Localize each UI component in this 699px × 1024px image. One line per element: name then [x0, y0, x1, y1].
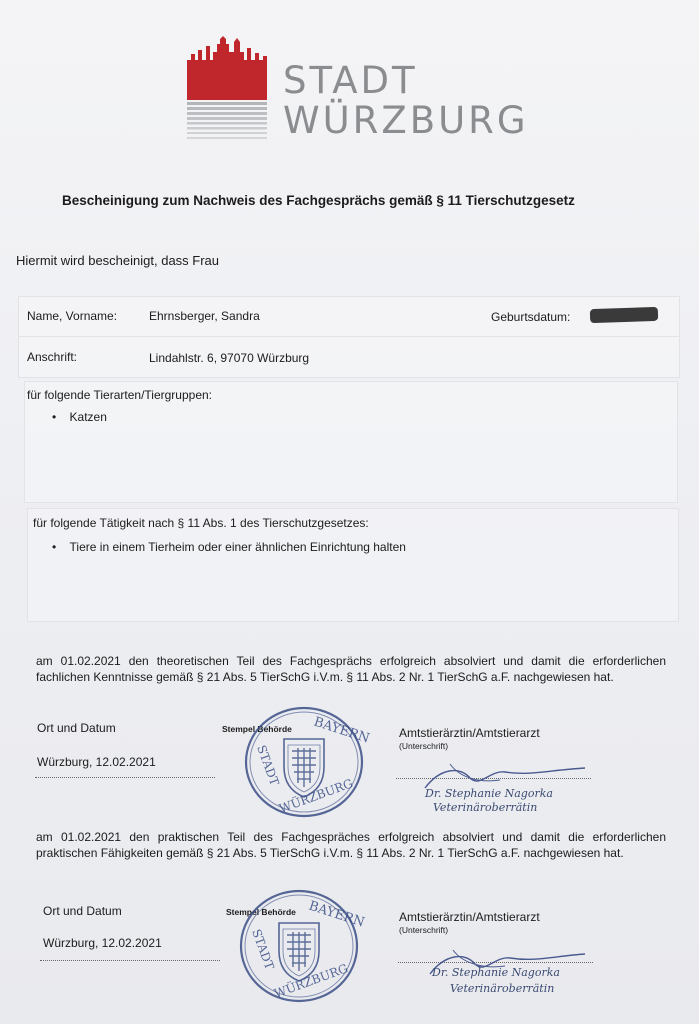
- signer-name-1: Dr. Stephanie Nagorka: [425, 787, 553, 800]
- signer-title-1: Veterinäroberrätin: [433, 801, 538, 814]
- place-date-value-1: Würzburg, 12.02.2021: [37, 755, 156, 769]
- intro-text: Hiermit wird bescheinigt, dass Frau: [16, 253, 220, 268]
- activity-item: • Tiere in einem Tierheim oder einer ähnlichen Einrichtung halten: [52, 540, 406, 554]
- official-stamp-1: [243, 705, 372, 820]
- stamp-text-top: BAYERN: [311, 714, 372, 747]
- document-title: Bescheinigung zum Nachweis des Fachgesprächs gemäß § 11 Tierschutzgesetz: [62, 193, 575, 208]
- practical-section-text: am 01.02.2021 den praktischen Teil des Fachgespräches erfolgreich absolviert und damit die erforderlichen praktischen Fähigkeiten gemäß § 21 Abs. 5 TierSchG i.V.m. § 11 Abs. 2 Nr. 1 TierSchG a.F. nachgewiesen hat.: [36, 830, 666, 860]
- place-date-label-2: Ort und Datum: [43, 904, 122, 918]
- stamp-text-top: BAYERN: [306, 898, 367, 931]
- signer-sub-1: (Unterschrift): [399, 741, 449, 751]
- place-date-line-1: [35, 777, 215, 778]
- city-seal-icon: [243, 705, 372, 820]
- name-value: Ehrnsberger, Sandra: [149, 309, 260, 323]
- theory-section-text: am 01.02.2021 den theoretischen Teil des Fachgesprächs erfolgreich absolviert und damit die erforderlichen fachlichen Kenntnisse gemäß § 21 Abs. 5 TierSchG i.V.m. § 11 Abs. 2 Nr. 1 TierSchG a.F. nachgewiesen hat.: [36, 654, 666, 684]
- stamp-label-2: Stempel Behörde: [226, 907, 296, 917]
- species-label: für folgende Tierarten/Tiergruppen:: [27, 388, 212, 402]
- address-value: Lindahlstr. 6, 97070 Würzburg: [149, 351, 310, 365]
- signer-label-2: Amtstierärztin/Amtstierarzt: [399, 910, 540, 924]
- person-box: [18, 296, 680, 378]
- place-date-line-2: [40, 960, 220, 961]
- city-logo: [184, 36, 270, 148]
- name-label: Name, Vorname:: [27, 309, 118, 323]
- city-seal-icon: [238, 887, 367, 1005]
- redacted-birthdate: [590, 307, 658, 323]
- species-item: • Katzen: [52, 410, 107, 424]
- official-stamp-2: [238, 887, 367, 1005]
- signer-name-2: Dr. Stephanie Nagorka: [432, 966, 560, 979]
- place-date-label-1: Ort und Datum: [37, 721, 116, 735]
- place-date-value-2: Würzburg, 12.02.2021: [43, 936, 162, 950]
- stamp-text-left: STADT: [249, 927, 277, 972]
- stamp-label-1: Stempel Behörde: [222, 724, 292, 734]
- stamp-text-bottom: WÜRZBURG: [277, 776, 355, 816]
- birthdate-label: Geburtsdatum:: [491, 310, 571, 324]
- stamp-text-left: STADT: [254, 743, 282, 788]
- castle-logo-icon: [184, 36, 270, 148]
- signer-title-2: Veterinäroberrätin: [450, 982, 555, 995]
- signer-label-1: Amtstierärztin/Amtstierarzt: [399, 726, 540, 740]
- activity-label: für folgende Tätigkeit nach § 11 Abs. 1 des Tierschutzgesetzes:: [33, 516, 369, 530]
- stamp-text-bottom: WÜRZBURG: [272, 961, 350, 1001]
- logo-text-line1: STADT: [283, 59, 418, 102]
- logo-text-line2: WÜRZBURG: [283, 99, 529, 142]
- address-label: Anschrift:: [27, 350, 78, 364]
- signer-sub-2: (Unterschrift): [399, 925, 449, 935]
